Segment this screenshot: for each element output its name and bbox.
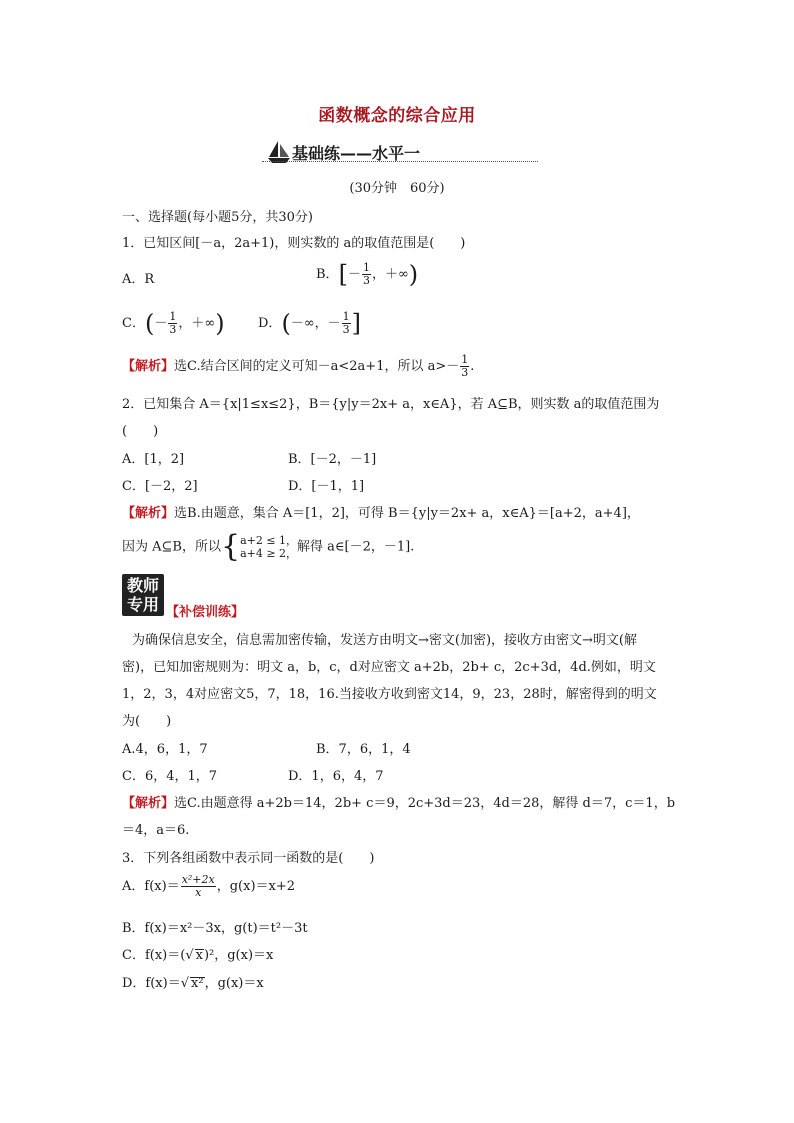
- analysis-tag: 【解析】: [122, 359, 175, 374]
- q1-option-c: C．(－ $\frac{1}{3}$ ，＋∞): [122, 309, 225, 338]
- fraction-denominator: 3: [362, 274, 370, 287]
- q1-option-b: B．[－ $\frac{1}{3}$ ，＋∞): [316, 260, 419, 289]
- fraction-numerator: 1: [169, 310, 177, 323]
- q3-option-d-prefix: D．f(x)＝: [122, 976, 181, 991]
- q3-option-a-fraction: [181, 874, 216, 899]
- q2-analysis-line1: [122, 506, 640, 522]
- fraction-numerator: 1: [342, 310, 350, 323]
- section-header-label: 基础练——水平一: [292, 144, 421, 163]
- q3-option-d-radicand: x²: [191, 976, 204, 991]
- q2-analysis-text: 选B.由题意，集合 A＝[1，2]，可得 B＝{y|y＝2x+ a，x∈A}＝[a+2，a+4]，: [174, 506, 640, 521]
- q2-option-b: B．[－2，－1]: [288, 452, 377, 467]
- q2-analysis-line2-prefix: 因为 A⊆B，所以: [122, 539, 221, 555]
- badge-line2: 专用: [126, 595, 159, 614]
- q3-option-c: C．f(x)＝(√ x)²，g(x)＝x: [122, 948, 274, 963]
- q2-stem-line1: 2．已知集合 A＝{x|1≤x≤2}，B＝{y|y＝2x+ a，x∈A}，若 A⊆B，则实数 a的取值范围为: [122, 397, 660, 412]
- q3-option-a-suffix: ，g(x)＝x+2: [216, 879, 296, 894]
- section-header: [262, 140, 538, 164]
- compensation-training-tag: [166, 605, 244, 621]
- teacher-analysis-line1: [122, 796, 675, 812]
- q3-option-c-suffix: )²，g(x)＝x: [203, 948, 274, 963]
- q3-option-c-prefix: C．f(x)＝(: [122, 948, 186, 963]
- q1-option-b-suffix: ，＋∞: [371, 267, 409, 282]
- q2-stem-line2: ( ): [122, 424, 159, 439]
- inequality-row-2: a+4 ≥ 2，: [240, 547, 298, 560]
- q2-inequality-system: [240, 534, 297, 560]
- fraction-numerator: 1: [362, 261, 370, 274]
- teacher-line3: 1，2，3，4对应密文5，7，18，16.当接收方收到密文14，9，23，28时，解密得到的明文: [122, 687, 657, 702]
- q1-analysis-fraction: [460, 354, 469, 379]
- q1-option-d-mid: －∞，－: [290, 316, 341, 331]
- q1-analysis-text: 选C.结合区间的定义可知－a<2a+1，所以 a>－: [174, 359, 460, 374]
- teacher-option-d: D．1，6，4，7: [288, 769, 384, 784]
- teacher-line1: 为确保信息安全，信息需加密传输，发送方由明文→密文(加密)，接收方由密文→明文(解: [132, 633, 638, 648]
- analysis-tag: 【解析】: [122, 796, 175, 811]
- analysis-tag: 【解析】: [122, 506, 175, 521]
- teacher-line2: 密)，已知加密规则为：明文 a，b，c，d对应密文 a+2b，2b+ c，2c+3d，4d.例如，明文: [122, 660, 656, 675]
- teacher-line4: 为( ): [122, 714, 172, 729]
- q1-option-d: D．(－∞，－ $\frac{1}{3}$ ]: [258, 309, 362, 338]
- badge-line1: 教师: [126, 576, 159, 595]
- fraction-numerator: 1: [461, 353, 469, 366]
- section-header-rule: [262, 161, 538, 162]
- teacher-only-badge: [122, 574, 164, 616]
- fraction-denominator: 3: [169, 323, 177, 336]
- q1-option-d-prefix: D．: [258, 316, 282, 331]
- q1-option-a: A．R: [122, 272, 155, 287]
- teacher-option-b: B．7，6，1，4: [316, 742, 411, 757]
- q2-option-a: A．[1，2]: [122, 452, 185, 467]
- fraction-denominator: 3: [461, 366, 469, 379]
- inequality-row-1: a+2 ≤ 1，: [240, 534, 298, 547]
- q3-option-d: D．f(x)＝√ x²，g(x)＝x: [122, 976, 264, 991]
- time-score: (30分钟 60分): [349, 181, 445, 196]
- fraction-denominator: x: [195, 886, 202, 899]
- q1-option-b-prefix: B．: [316, 267, 339, 282]
- q2-analysis-line2-suffix: 解得 a∈[－2，－1].: [297, 539, 415, 555]
- q1-analysis: 【解析】选C.结合区间的定义可知－a<2a+1，所以 a>－ $\frac{1}{3}$ .: [122, 353, 475, 379]
- teacher-analysis-line2: ＝4，a＝6.: [122, 823, 190, 838]
- q1-stem: 1．已知区间[－a，2a+1)，则实数的 a的取值范围是( ): [122, 236, 466, 251]
- fraction-denominator: 3: [342, 323, 350, 336]
- teacher-option-c: C．6，4，1，7: [122, 769, 218, 784]
- fraction-numerator: x²+2x: [181, 873, 215, 886]
- teacher-analysis-text: 选C.由题意得 a+2b＝14，2b+ c＝9，2c+3d＝23，4d＝28，解得 d＝7，c＝1，b: [174, 796, 676, 811]
- q3-option-d-suffix: ，g(x)＝x: [204, 976, 264, 991]
- teacher-option-a: A.4，6，1，7: [122, 742, 208, 757]
- q1-option-c-suffix: ，＋∞: [178, 316, 216, 331]
- q2-option-d: D．[－1，1]: [288, 479, 365, 494]
- q3-option-b: B．f(x)＝x²－3x，g(t)＝t²－3t: [122, 921, 308, 936]
- q2-analysis-line2: 因为 A⊆B，所以{ a+2 ≤ 1， a+4 ≥ 2， 解得 a∈[－2，－1].: [122, 529, 415, 564]
- q3-option-a-prefix: A．f(x)＝: [122, 879, 180, 894]
- compensation-training-label: 【补偿训练】: [166, 605, 245, 620]
- document-title: 函数概念的综合应用: [318, 106, 476, 126]
- q1-option-c-prefix: C．: [122, 316, 145, 331]
- q3-stem: 3．下列各组函数中表示同一函数的是( ): [122, 851, 375, 866]
- q2-option-c: C．[－2，2]: [122, 479, 198, 494]
- part-heading: 一、选择题(每小题5分，共30分): [122, 210, 313, 225]
- q1-option-b-fraction: [362, 262, 371, 287]
- q3-option-c-radicand: x: [195, 948, 203, 963]
- q3-option-a: [122, 874, 295, 908]
- q1-option-d-fraction: [342, 311, 351, 336]
- q1-option-c-fraction: [168, 311, 177, 336]
